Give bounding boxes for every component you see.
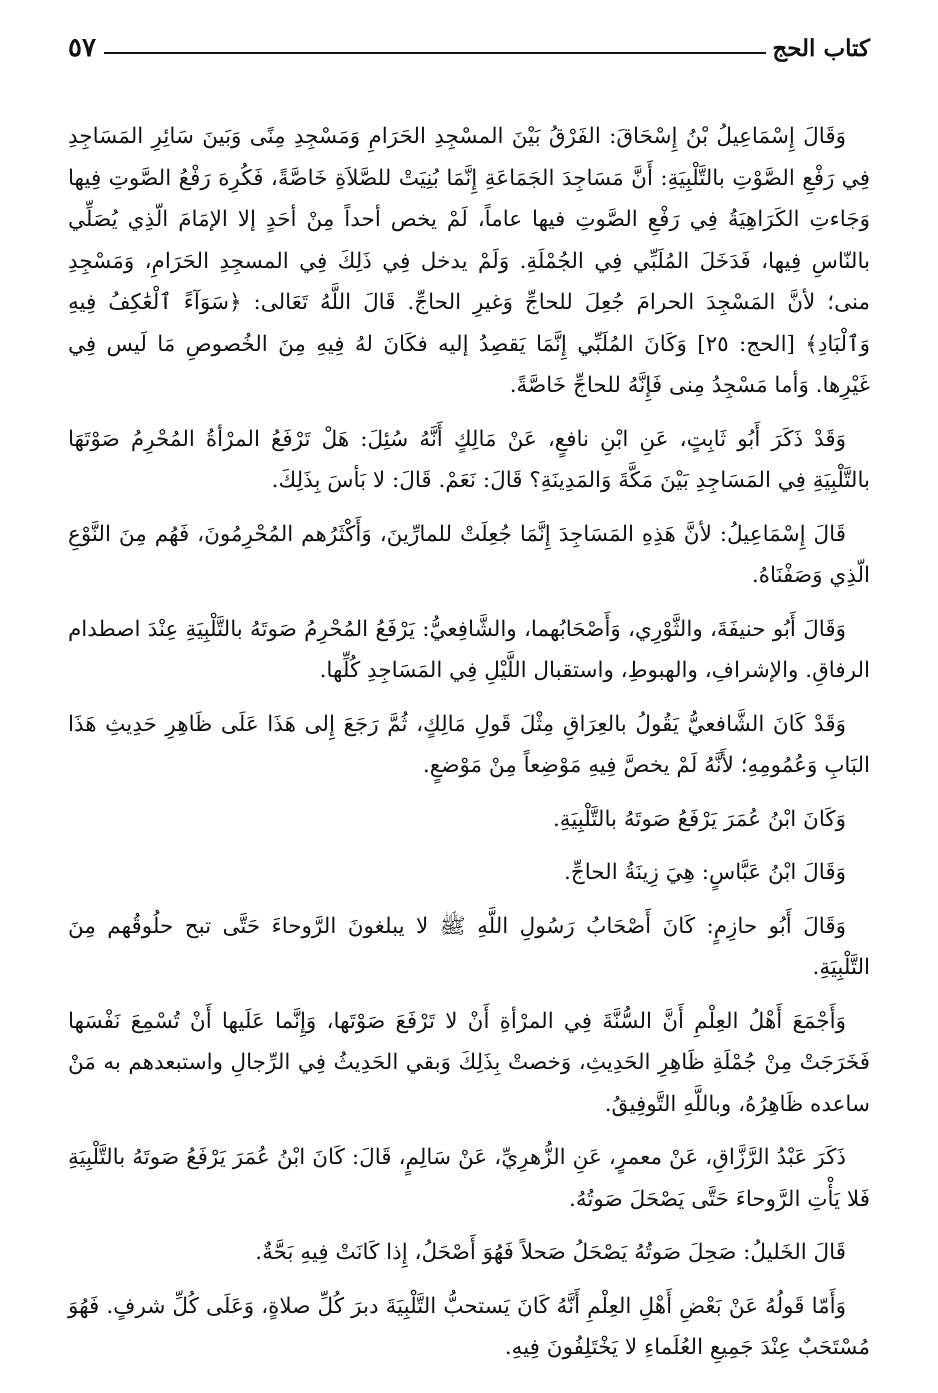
page-body: [68, 116, 870, 1369]
paragraph: قَالَ إِسْمَاعِيلُ: لأنَّ هَذِهِ المَسَاجِدَ إِنَّمَا جُعِلَتْ للمارِّينَ، وَأَكْثَرُهم المُحْرِمُونَ، فَهُم مِنَ النَّوْعِ الّذِي وَصَفْنَاهُ.: [68, 521, 870, 588]
header-rule: [104, 52, 766, 54]
paragraph: وَقَالَ أَبُو حازِمٍ: كَانَ أَصْحَابُ رَسُولِ اللَّهِ ﷺ لا يبلغونَ الرَّوحاءَ حَتَّى تبح حلُوقُهم مِنَ التَّلْبِيَةِ.: [68, 913, 870, 980]
paragraph: وَقَالَ أَبُو حنيفَةَ، والثَّوْرِي، وَأَصْحَابُهما، والشَّافِعيُّ: يَرْفَعُ المُحْرِمُ صَوتَهُ بالتَّلْبِيَةِ عِنْدَ اصطدام الرفاقِ. والإشرافِ، والهبوطِ، واستقبال اللَّيْلِ فِي المَسَاجِدِ كُلِّها.: [68, 616, 870, 683]
paragraph: قَالَ الخَليلُ: صَحِلَ صَوتُهُ يَصْحَلُ صَحلاً فَهُوَ أَصْحَلُ، إِذا كَانَتْ فِيهِ بَحَّةٌ.: [255, 1240, 846, 1265]
paragraph: وَقَالَ ابْنُ عَبَّاسٍ: هِيَ زِينَةُ الحاجِّ.: [564, 860, 846, 885]
paragraph: وَكَانَ ابْنُ عُمَرَ يَرْفَعُ صَوتَهُ بالتَّلْبِيَةِ.: [552, 806, 846, 832]
paragraph: وَقَدْ ذَكَرَ أَبُو ثَابِتٍ، عَنِ ابْنِ نافعٍ، عَنْ مَالِكٍ أَنَّهُ سُئِلَ: هَلْ تَرْفَعُ المرْأةُ المُحْرِمُ صَوْتَهَا بالتَّلْبِيَةِ فِي المَسَاجِدِ بَيْنَ مَكَّةَ وَالمَدِينَةِ؟ قَالَ: نَعَمْ. قَالَ: لا بَأسَ بِذَلِكَ.: [68, 426, 870, 493]
running-title: كتاب الحج: [772, 34, 870, 62]
paragraph: ذَكَرَ عَبْدُ الرَّزَّاقِ، عَنْ معمرٍ، عَنِ الزُّهرِيِّ، عَنْ سَالِمٍ، قَالَ: كَانَ ابْنُ عُمَرَ يَرْفَعُ صَوتَهُ بالتَّلْبِيَةِ فَلا يَأْتِ الرَّوحاءَ حَتَّى يَصْحَلَ صَوتُهُ.: [68, 1145, 870, 1212]
paragraph: وَقَدْ كَانَ الشَّافعيُّ يَقُولُ بالعِرَاقِ مِثْلَ قَولِ مَالِكٍ، ثُمَّ رَجَعَ إِلى هَذَا عَلَى ظَاهِرِ حَدِيثِ هَذَا البَابِ وَعُمُومِهِ؛ لأَنَّهُ لَمْ يخصَّ فِيهِ مَوْضِعاً مِنْ مَوْضعٍ.: [68, 711, 870, 778]
paragraph: وَأَمّا قَولُهُ عَنْ بَعْضِ أَهْلِ العِلْمِ أَنَّهُ كَانَ يَستحبُّ التَّلْبِيَةَ دبرَ كُلِّ صلاةٍ، وَعَلَى كُلِّ شرفٍ. فَهُوَ مُسْتَحَبٌ عِنْدَ جَمِيعِ العُلَماءِ لا يَخْتَلِفُونَ فِيهِ.: [68, 1293, 870, 1360]
book-page: [68, 28, 870, 1381]
page-number: ٥٧: [68, 33, 96, 63]
paragraph: وَأَجْمَعَ أَهْلُ العِلْمِ أَنَّ السُّنَّةَ فِي المرْأةِ أَنْ لا تَرْفَعَ صَوْتَها، وَإِنَّما عَلَيها أَنْ تُسْمِعَ نَفْسَها فَخَرَجَتْ مِنْ جُمْلَةِ ظَاهِرِ الحَدِيثِ، وَخصتْ بِذَلِكَ وَبقي الحَدِيثُ فِي الرِّجالِ واستبعدهم به مَنْ ساعده ظَاهِرُهُ، وباللَّهِ التَّوفِيقُ.: [68, 1008, 870, 1117]
page-header: [68, 28, 870, 68]
paragraph: وَقَالَ إِسْمَاعِيلُ بْنُ إِسْحَاقَ: الفَرْقُ بَيْنَ المسْجِدِ الحَرَامِ وَمَسْجِدِ مِنًى وَبَينَ سَائِرِ المَسَاجِدِ فِي رَفْعِ الصَّوْتِ بالتَّلْبِيَةِ: أَنَّ مَسَاجِدَ الجَمَاعَةِ إِنَّمَا بُنِيَتْ للصَّلاَةِ خَاصَّةً، فَكُرِهَ رَفْعُ الصَّوتِ فِيها وَجَاءتِ الكَرَاهِيَةُ فِي رَفْعِ الصَّوتِ فيها عاماً، لَمْ يخص أحداً مِنْ أحَدٍ إلا الإمَامَ الّذِي يُصَلِّي بالنّاسِ فِيها، فَدَخَلَ المُلَبِّي فِي الجُمْلَةِ. وَلَمْ يدخل فِي ذَلِكَ فِي المسجِدِ الحَرَامِ، وَمَسْجِدِ منى؛ لأنَّ المَسْجِدَ الحرامَ جُعِلَ للحاجِّ وَغيرِ الحاجِّ. قَالَ اللَّهُ تَعَالى: ﴿سَوَآءً ٱلْعَٰكِفُ فِيهِ وَٱلْبَادِ﴾ [الحج: ٢٥] وَكَانَ المُلَبِّي إِنَّمَا يَقصِدُ إليه فكَانَ لهُ فِيهِ مِنَ الخُصوصِ مَا لَيس فِي غَيْرِها. وَأما مَسْجِدُ مِنى فَإِنَّهُ للحاجِّ خَاصَّةً.: [68, 124, 870, 398]
